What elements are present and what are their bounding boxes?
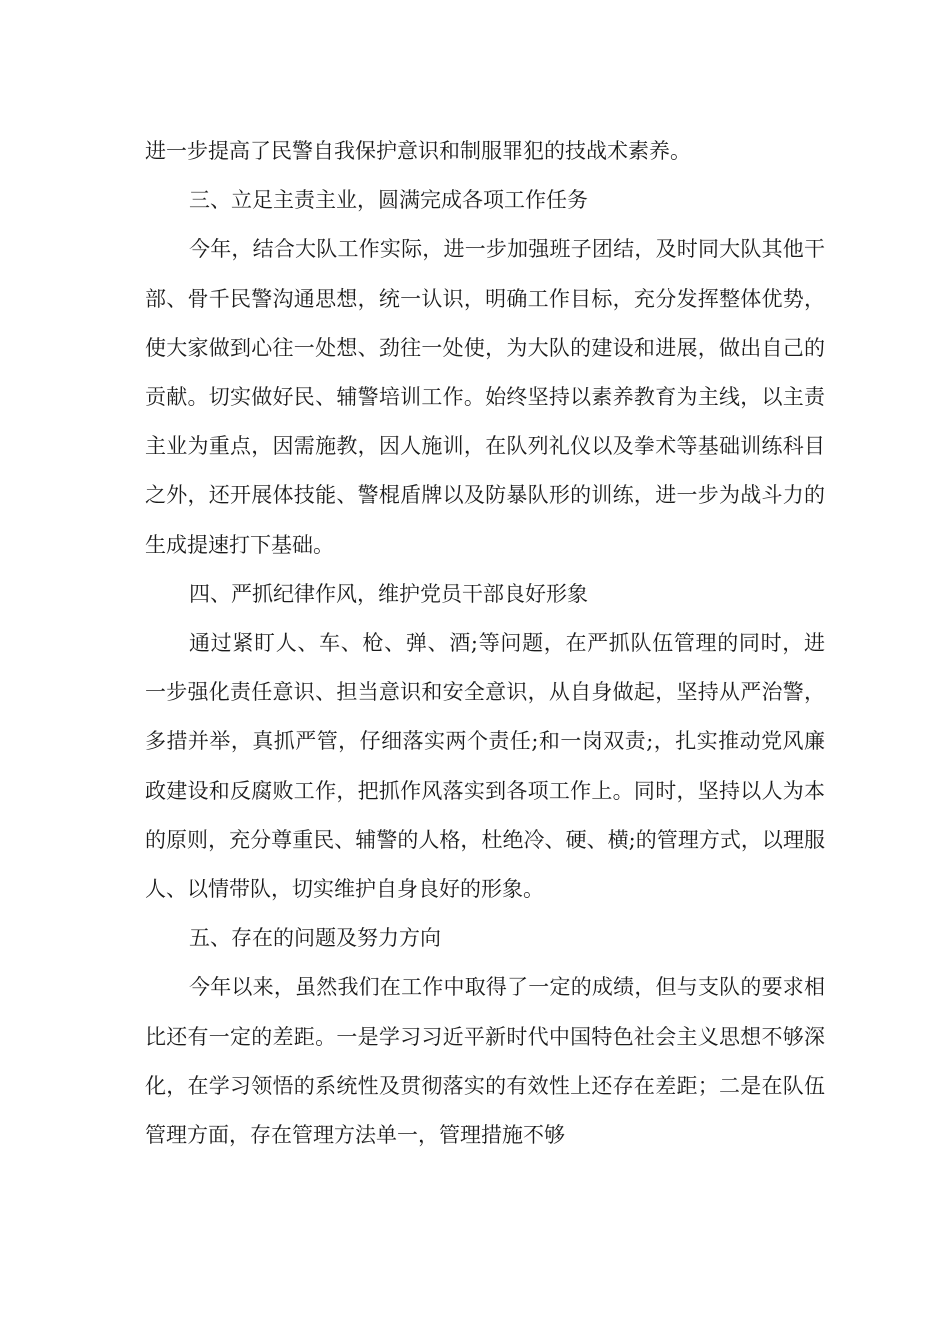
paragraph-section-5: 今年以来，虽然我们在工作中取得了一定的成绩，但与支队的要求相比还有一定的差距。一是学习习近平新时代中国特色社会主义思想不够深化，在学习领悟的系统性及贯彻落实的有效性上还存在差距；二是在队伍管理方面，存在管理方法单一，管理措施不够 bbox=[145, 975, 825, 1148]
paragraph-section-3: 今年，结合大队工作实际，进一步加强班子团结，及时同大队其他干部、骨千民警沟通思想，统一认识，明确工作目标，充分发挥整体优势，使大家做到心往一处想、劲往一处使，为大队的建设和进展，做出自己的贡献。切实做好民、辅警培训工作。始终坚持以素养教育为主线，以主责主业为重点，因需施教，因人施训，在队列礼仪以及拳术等基础训练科目之外，还开展体技能、警棍盾牌以及防暴队形的训练，进一步为战斗力的生成提速打下基础。 bbox=[145, 237, 825, 557]
paragraph-section-4: 通过紧盯人、车、枪、弹、酒;等问题，在严抓队伍管理的同时，进一步强化责任意识、担当意识和安全意识，从自身做起，坚持从严治警，多措并举，真抓严管，仔细落实两个责任;和一岗双责;，扎实推动党风廉政建设和反腐败工作，把抓作风落实到各项工作上。同时，坚持以人为本的原则，充分尊重民、辅警的人格，杜绝冷、硬、横;的管理方式，以理服人、以情带队，切实维护自身良好的形象。 bbox=[145, 631, 825, 902]
paragraph-continuation: 进一步提高了民警自我保护意识和制服罪犯的技战术素养。 bbox=[145, 139, 691, 163]
section-heading-4: 四、严抓纪律作风，维护党员干部良好形象 bbox=[189, 581, 588, 606]
section-heading-3: 三、立足主责主业，圆满完成各项工作任务 bbox=[189, 188, 588, 213]
section-heading-5: 五、存在的问题及努力方向 bbox=[189, 926, 441, 951]
document-body bbox=[145, 127, 825, 1160]
